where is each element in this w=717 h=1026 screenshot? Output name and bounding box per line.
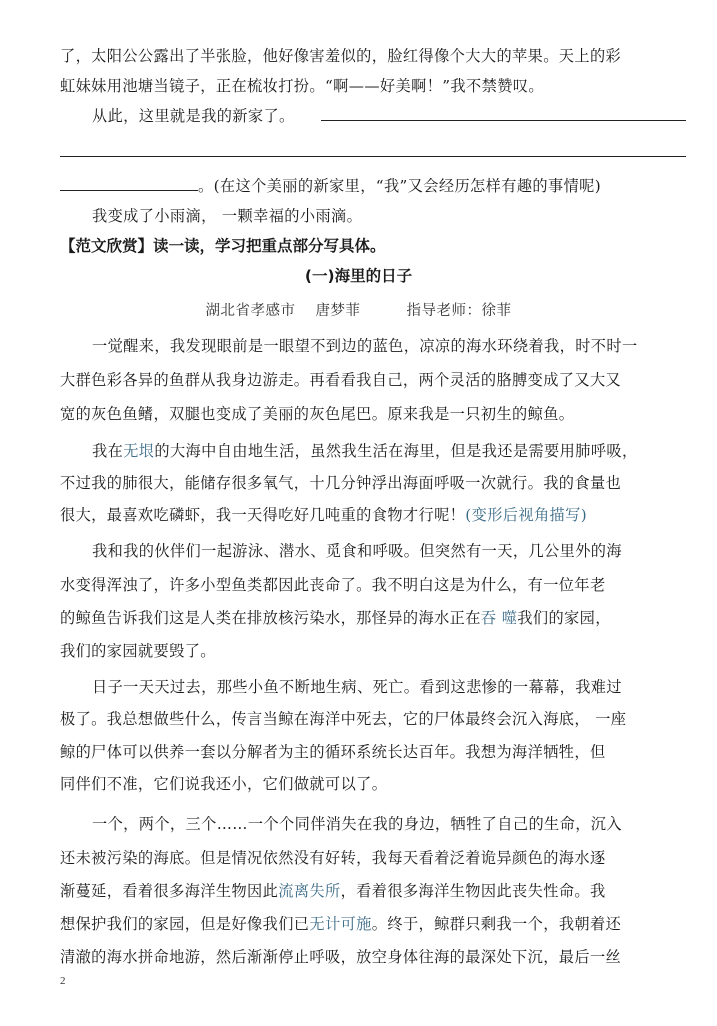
p3-text-a: 的鲸鱼告诉我们这是人类在排放核污染水，那怪异的海水正在 — [60, 609, 481, 627]
p3-line-3 — [60, 607, 690, 629]
p2-text-b: 的大海中自由地生活，虽然我生活在海里，但是我还是需要用肺呼吸， — [154, 442, 638, 460]
p5-highlight-word-1: 流离失所 — [278, 882, 341, 900]
p2-line-3 — [60, 504, 690, 526]
intro-line-2: 虹妹妹用池塘当镜子，正在梳妆打扮。“啊——好美啊！”我不禁赞叹。 — [60, 77, 544, 95]
p4-line-2: 极了。我总想做些什么，传言当鲸在海洋中死去，它的尸体最终会沉入海底， 一座 — [60, 710, 627, 728]
page-number: 2 — [60, 975, 66, 987]
p5-line-3-text-b: ，看着很多海洋生物因此丧失性命。我 — [340, 882, 606, 900]
intro-line-4 — [60, 175, 690, 197]
fill-in-rule-2 — [60, 156, 686, 157]
p2-line-1 — [92, 440, 690, 462]
p3-highlight-word: 吞 噬 — [480, 609, 518, 627]
p5-line-1: 一个，两个，三个……一个个同伴消失在我的身边，牺牲了自己的生命，沉入 — [92, 815, 622, 833]
fill-in-blank-1 — [321, 105, 686, 121]
p5-line-5: 清澈的海水拼命地游，然后渐渐停止呼吸，放空身体往海的最深处下沉，最后一丝 — [60, 948, 622, 966]
p2-highlight-word: 无垠 — [123, 442, 155, 460]
p4-line-4: 同伴们不准，它们说我还小，它们做就可以了。 — [60, 775, 388, 793]
p3-line-2: 水变得浑浊了，许多小型鱼类都因此丧命了。我不明白这是为什么，有一位年老 — [60, 576, 606, 594]
essay-title: (一)海里的日子 — [304, 267, 413, 285]
essay-byline — [0, 300, 717, 322]
p2-text-a: 我在 — [92, 442, 124, 460]
p1-line-2: 大群色彩各异的鱼群从我身边游走。再看看我自己，两个灵活的胳膊变成了又大又 — [60, 371, 622, 389]
p2-annotation: (变形后视角描写) — [465, 506, 588, 524]
intro-line-3-text: 从此，这里就是我的新家了。 — [92, 107, 295, 125]
p3-line-1: 我和我的伙伴们一起游泳、潜水、觅食和呼吸。但突然有一天，几公里外的海 — [92, 542, 622, 560]
p3-line-4: 我们的家园就要毁了。 — [60, 642, 216, 660]
intro-line-3 — [92, 105, 690, 127]
p1-line-3: 宽的灰色鱼鳍，双腿也变成了美丽的灰色尾巴。原来我是一只初生的鲸鱼。 — [60, 405, 575, 423]
byline-teacher: 指导老师：徐菲 — [406, 303, 512, 319]
p1-line-1: 一觉醒来，我发现眼前是一眼望不到边的蓝色，凉凉的海水环绕着我，时不时一 — [92, 337, 638, 355]
p5-line-4-text-a: 想保护我们的家园，但是好像我们已 — [60, 915, 310, 933]
p5-line-3-text-a: 渐蔓延，看着很多海洋生物因此 — [60, 882, 279, 900]
p5-line-4 — [60, 913, 690, 935]
intro-line-1: 了，太阳公公露出了半张脸，他好像害羞似的，脸红得像个大大的苹果。天上的彩 — [60, 47, 622, 65]
p4-line-1: 日子一天天过去，那些小鱼不断地生病、死亡。看到这悲惨的一幕幕，我难过 — [92, 678, 622, 696]
byline-author: 唐梦菲 — [315, 303, 361, 319]
p5-highlight-word-2: 无计可施 — [309, 915, 372, 933]
p2-line-3-text: 很大，最喜欢吃磷虾，我一天得吃好几吨重的食物才行呢！ — [60, 506, 466, 524]
intro-line-5: 我变成了小雨滴， 一颗幸福的小雨滴。 — [92, 207, 363, 225]
section-heading: 【范文欣赏】读一读，学习把重点部分写具体。 — [60, 237, 386, 255]
p5-line-2: 还未被污染的海底。但是情况依然没有好转，我每天看着泛着诡异颜色的海水逐 — [60, 849, 606, 867]
p3-text-b: 我们的家园， — [517, 609, 611, 627]
fill-in-blank-3 — [60, 175, 198, 191]
p5-line-3 — [60, 880, 690, 902]
byline-place: 湖北省孝感市 — [205, 303, 296, 319]
intro-line-4-prompt: 。(在这个美丽的新家里，“我”又会经历怎样有趣的事情呢) — [198, 177, 602, 195]
p5-line-4-text-b: 。终于，鲸群只剩我一个，我朝着还 — [371, 915, 622, 933]
p2-line-2: 不过我的肺很大，能储存很多氧气，十几分钟浮出海面呼吸一次就行。我的食量也 — [60, 474, 622, 492]
p4-line-3: 鲸的尸体可以供养一套以分解者为主的循环系统长达百年。我想为海洋牺牲，但 — [60, 743, 606, 761]
